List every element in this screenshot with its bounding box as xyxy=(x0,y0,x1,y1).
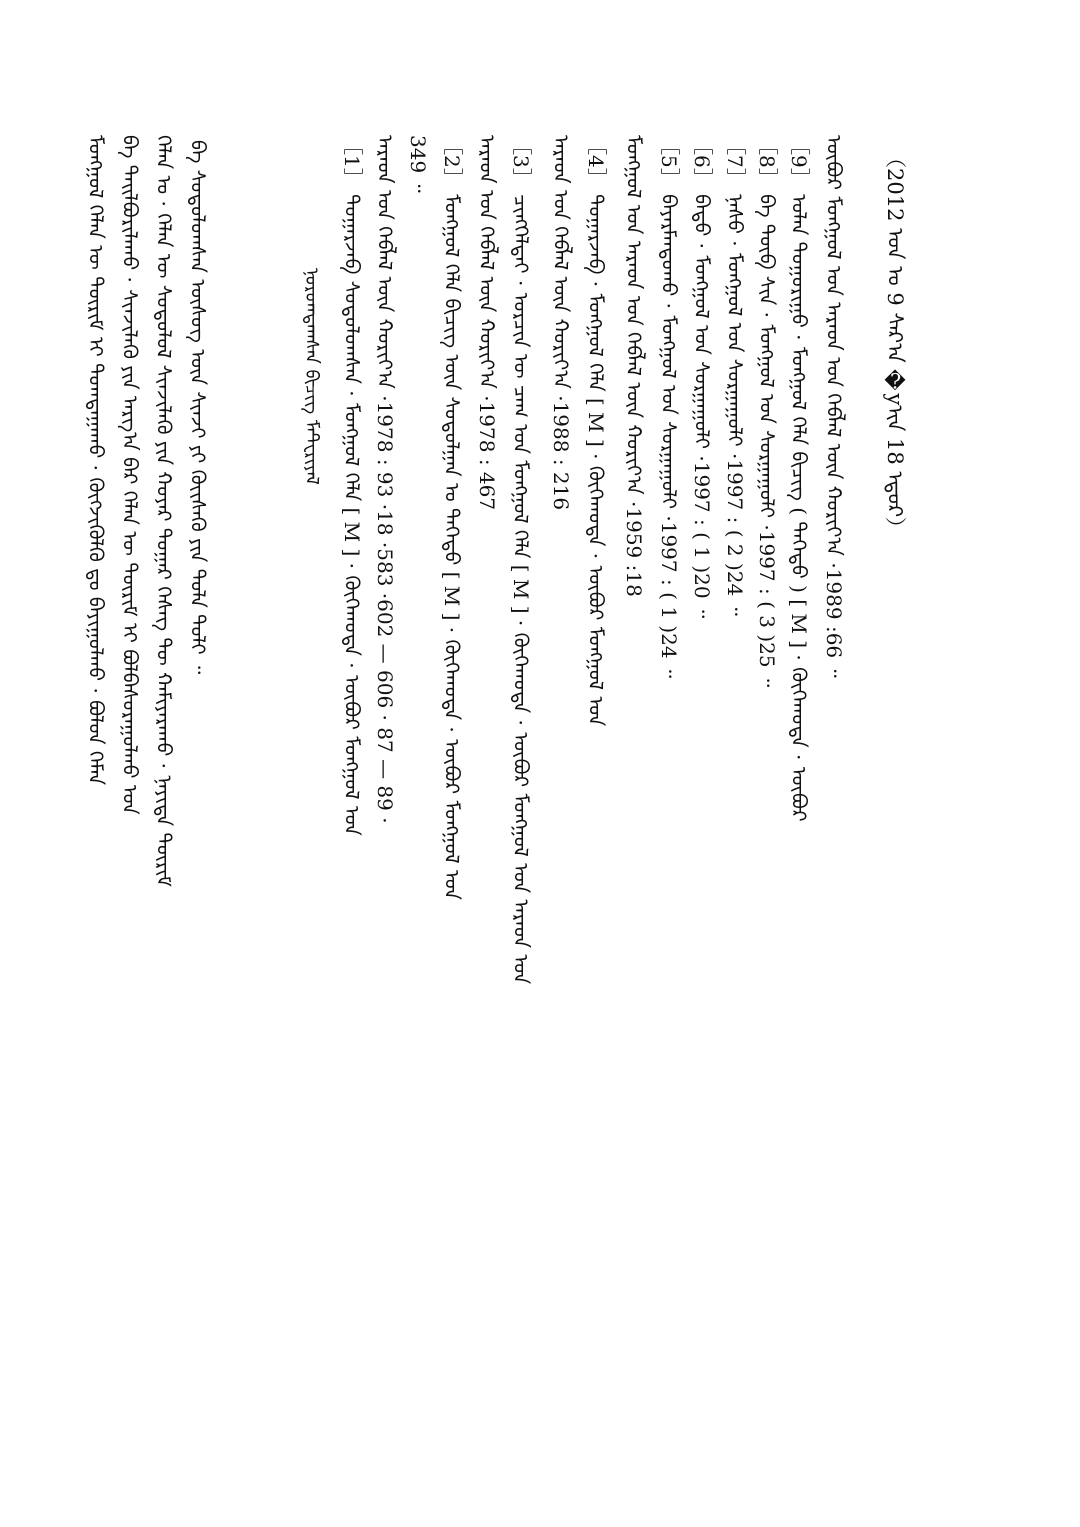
publication-date: （2012 ᠣᠨ ᠤ 9 ᠰᠠᠷ᠎ᠠ �yᠢᠨ 18 ᠡᠳᠦᠷ） xyxy=(883,147,907,539)
body-paragraph-line: ᠮᠣᠩᠭᠣᠯ ᠬᠡᠯᠡᠨ ᠦ ᠳᠦᠷᠢᠮ ᠢ ᠲᠣᠭᠲᠠᠭᠠᠬᠤ · ᠬᠥᠭᠵᠢᠭᠦᠯᠬᠦ ᠳᠤ ᠪᠠᠶᠢᠭᠤᠯᠬᠤ · ᠪᠣᠯᠤᠨ ᠬᠡᠮᠡᠨ xyxy=(84,135,108,786)
reference-line: ᠠᠷᠠᠳ ᠤᠨ ᠬᠡᠪᠯᠡᠯ ᠦᠨ ᠬᠣᠷᠢᠶ᠎ᠠ ·1988 : 216 xyxy=(549,135,573,511)
reference-line: ［8］ ᠪᠠ ᠲᠦᠪ ᠰᠢᠨ · ᠮᠣᠩᠭᠣᠯ ᠤᠨ ᠰᠤᠷᠭᠠᠭᠤᠯᠢ ·1997 : ( 3 )25 ᠃ xyxy=(755,135,779,688)
reference-line: ［3］ ᠴᠢᠩᠭᠡᠯᠲᠡᠢ · ᠣᠷᠴᠢᠨ ᠦ ᠴᠠᠭ ᠤᠨ ᠮᠣᠩᠭᠣᠯ ᠬᠡᠯᠡ [ M ] · ᠬᠥᠬᠡᠬᠣᠲᠠ · ᠥᠪᠦᠷ ᠮᠣᠩᠭᠣᠯ ᠤᠨ ᠠᠷᠠᠳ ᠤᠨ xyxy=(509,135,533,985)
reference-line: ［2］ ᠮᠣᠩᠭᠣᠯ ᠬᠡᠯᠡ ᠪᠢᠴᠢᠭ ᠦᠨ ᠰᠤᠳᠤᠯᠭᠠᠨ ᠤ ᠳᠡᠭᠡᠳᠦ [ M ] · ᠬᠥᠬᠡᠬᠣᠲᠠ · ᠥᠪᠦᠷ ᠮᠣᠩᠭᠣᠯ ᠤᠨ xyxy=(440,135,464,900)
reference-line: ᠮᠣᠩᠭᠣᠯ ᠤᠨ ᠠᠷᠠᠳ ᠤᠨ ᠬᠡᠪᠯᠡᠯ ᠦᠨ ᠬᠣᠷᠢᠶ᠎ᠠ ·1959 :18 xyxy=(622,135,646,597)
reference-line: 349 ᠃ xyxy=(406,135,430,193)
reference-line: ᠠᠷᠠᠳ ᠤᠨ ᠬᠡᠪᠯᠡᠯ ᠦᠨ ᠬᠣᠷᠢᠶ᠎ᠠ ·1978 : 93 ·18 ·583 ·602 — 606 · 87 — 89 · xyxy=(373,135,397,824)
body-paragraph-line: ᠪᠠ ᠲᠠᠢᠯᠪᠤᠷᠢᠯᠠᠬᠤ · ᠰᠢᠨᠵᠢᠯᠡᠬᠦ ᠶᠢᠨ ᠠᠷᠭ᠎ᠠ ᠪᠠᠷ ᠬᠡᠯᠡᠨ ᠦ ᠳᠦᠷᠢᠮ ᠢ ᠪᠣᠯᠪᠠᠰᠤᠷᠠᠭᠤᠯᠬᠤ ᠤᠨ xyxy=(118,135,142,815)
reference-line: ［6］ ᠪᠠᠲᠤ · ᠮᠣᠩᠭᠣᠯ ᠤᠨ ᠰᠤᠷᠭᠠᠭᠤᠯᠢ ·1997 : ( 1 )20 ᠃ xyxy=(690,135,714,619)
reference-line: ［5］ ᠪᠠᠶᠠᠷᠮᠠᠨᠳᠤᠬᠤ · ᠮᠣᠩᠭᠣᠯ ᠤᠨ ᠰᠤᠷᠭᠠᠭᠤᠯᠢ ·1997 : ( 1 )24 ᠃ xyxy=(657,135,681,679)
reference-line: ［7］ ᠨᠠᠰᠤ · ᠮᠣᠩᠭᠣᠯ ᠤᠨ ᠰᠤᠷᠭᠠᠭᠤᠯᠢ ·1997 : ( 2 )24 ᠃ xyxy=(723,135,747,616)
reference-line: ［9］ ᠣᠯᠠᠨ ᠲᠣᠭᠣᠷᠢᠭᠤ · ᠮᠣᠩᠭᠣᠯ ᠬᠡᠯᠡ ᠪᠢᠴᠢᠭ ( ᠳᠡᠭᠡᠳᠦ ) [ M ] · ᠬᠥᠬᠡᠬᠣᠲᠠ · ᠥᠪᠦᠷ xyxy=(787,135,811,822)
reference-line: ᠠᠷᠠᠳ ᠤᠨ ᠬᠡᠪᠯᠡᠯ ᠦᠨ ᠬᠣᠷᠢᠶ᠎ᠠ ·1978 : 467 xyxy=(475,135,499,511)
reference-line: ［4］ ᠳᠤᠭᠠᠷᠵᠠᠪ · ᠮᠣᠩᠭᠣᠯ ᠬᠡᠯᠡ [ M ] · ᠬᠥᠬᠡᠬᠣᠲᠠ · ᠥᠪᠦᠷ ᠮᠣᠩᠭᠣᠯ ᠤᠨ xyxy=(584,135,608,727)
body-paragraph-line: ᠬᠡᠯᠡᠨ ᠤ · ᠬᠡᠯᠡᠨ ᠦ ᠰᠤᠳᠤᠯᠤᠯ ᠰᠢᠨᠵᠢᠯᠡᠬᠦ ᠶᠢᠨ ᠬᠣᠶᠠᠷ ᠳᠤᠭᠠᠷ ᠬᠡᠰᠡᠭ ᠲᠦ ᠬᠠᠮᠢᠶᠠᠷᠠᠬᠤ · ᠨᠡᠶᠢᠲᠡ ᠳᠦᠷᠢᠮ xyxy=(152,135,176,887)
reference-line: ᠥᠪᠦᠷ ᠮᠣᠩᠭᠣᠯ ᠤᠨ ᠠᠷᠠᠳ ᠤᠨ ᠬᠡᠪᠯᠡᠯ ᠦᠨ ᠬᠣᠷᠢᠶ᠎ᠠ ·1989 :66 ᠃ xyxy=(822,135,846,678)
reference-line: ［1］ ᠳᠤᠭᠠᠷᠵᠠᠪ ᠰᠤᠳᠤᠯᠤᠭᠰᠠᠨ · ᠮᠣᠩᠭᠣᠯ ᠬᠡᠯᠡ [ M ] · ᠬᠥᠬᠡᠬᠣᠲᠠ · ᠥᠪᠦᠷ ᠮᠣᠩᠭᠣᠯ ᠤᠨ xyxy=(340,135,364,836)
references-heading: ᠨᠣᠷᠣᠭᠳᠠᠭᠰᠠᠨ ᠪᠢᠴᠢᠭ ᠮᠠᠲ᠋ᠸᠷᠢᠶᠠᠯ xyxy=(301,268,322,485)
body-paragraph-line: ᠪᠠ ᠰᠤᠳᠤᠯᠤᠭᠰᠠᠨ ᠦᠰᠦᠭ ᠦᠨ ᠰᠢᠨᠵᠢ ᠶᠢ ᠬᠦᠢᠰᠡᠬᠦ ᠶᠢᠨ ᠲᠤᠯᠠ ᠲᠣᠯᠢ ᠃ xyxy=(186,140,210,675)
